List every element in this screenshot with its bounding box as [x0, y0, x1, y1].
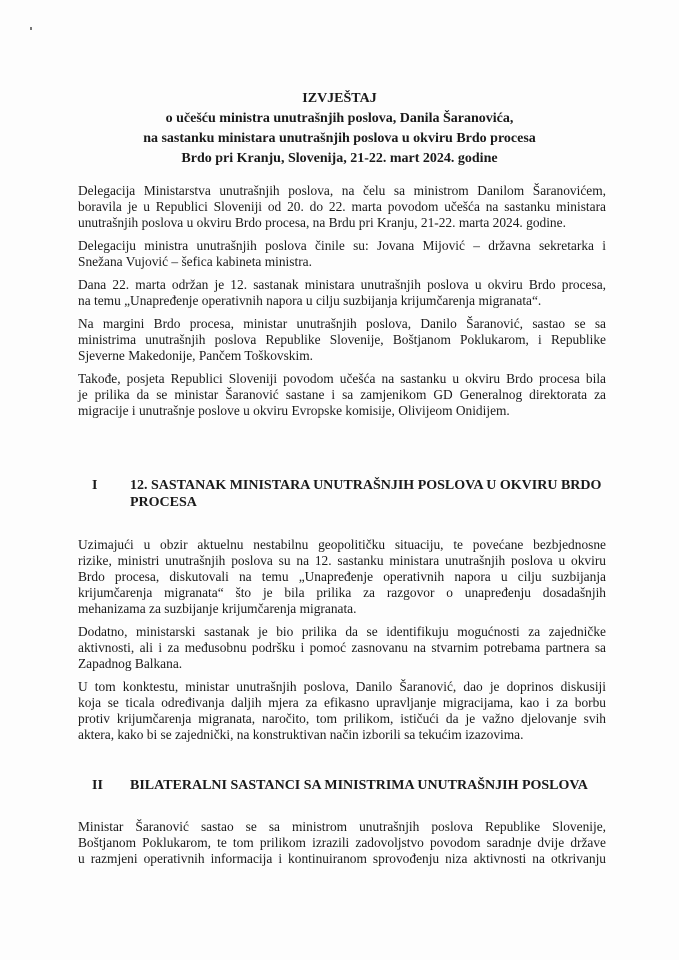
- paragraph-line: Takođe, posjeta Republici Sloveniji povodom učešća na sastanku u okviru Brdo procesa bila: [78, 371, 606, 386]
- paragraph-line: rizike, ministri unutrašnjih poslova su na 12. sastanku ministara unutrašnjih poslova u okviru: [78, 553, 606, 568]
- paragraph-line: koja se ticala određivanja daljih mjera za efikasno upravljanje migracijama, kao i za borbu: [78, 695, 606, 710]
- section-2-paragraph: [78, 819, 606, 867]
- paragraph-line: ministrima unutrašnjih poslova Republike Slovenije, Boštjanom Poklukarom, i Republike: [78, 332, 606, 347]
- paragraph-line: Boštjanom Poklukarom, te tom prilikom izrazili zadovoljstvo povodom saradnje dvije države: [78, 835, 606, 850]
- paragraph-line: krijumčarenja migranata“ što je bila prilika za razgovor o unapređenju dosadašnjih: [78, 585, 606, 600]
- paragraph-line: U tom konktestu, ministar unutrašnjih poslova, Danilo Šaranović, dao je doprinos diskusiji: [78, 679, 606, 694]
- paragraph-line: Delegaciju ministra unutrašnjih poslova činile su: Jovana Mijović – državna sekretarka i: [78, 238, 606, 253]
- paragraph-line: unutrašnjih poslova u okviru Brdo procesa, na Brdu pri Kranju, 21-22. marta 2024. godine.: [78, 215, 566, 230]
- section-heading-line: BILATERALNI SASTANCI SA MINISTRIMA UNUTRAŠNJIH POSLOVA: [130, 778, 588, 793]
- paragraph-line: Zapadnog Balkana.: [78, 656, 183, 671]
- paragraph-line: Brdo procesa, diskutovali na temu „Unapređenje operativnih napora u cilju suzbijanja: [78, 569, 606, 584]
- section-number: I: [92, 478, 98, 493]
- report-title: [0, 89, 679, 169]
- paragraph-line: aktivnosti, ali i za međusobnu podršku i pomoć zasnovanu na stvarnim potrebama partnera sa: [78, 640, 606, 655]
- intro-paragraph: [78, 277, 606, 309]
- scan-speck: [30, 27, 32, 30]
- section-heading-line: PROCESA: [130, 495, 197, 510]
- section-1-paragraph: [78, 537, 606, 617]
- paragraph-line: mehanizama za suzbijanje krijumčarenja migranata.: [78, 601, 357, 616]
- paragraph-line: je prilika da se ministar Šaranović sastane i sa zamjenikom GD Generalnog direktorata za: [78, 387, 606, 402]
- title-line: Brdo pri Kranju, Slovenija, 21-22. mart 2024. godine: [181, 151, 498, 166]
- paragraph-line: protiv krijumčarenja migranata, naročito, tom prilikom, ističući da je važno djelovanje svih: [78, 711, 606, 726]
- paragraph-line: Delegacija Ministarstva unutrašnjih poslova, na čelu sa ministrom Danilom Šaranovićem,: [78, 183, 606, 198]
- title-line: o učešću ministra unutrašnjih poslova, Danila Šaranovića,: [165, 111, 514, 126]
- section-1-paragraph: [78, 679, 606, 743]
- paragraph-line: u razmjeni operativnih informacija i kontinuiranom sprovođenju niza aktivnosti na otkrivanju: [78, 851, 606, 866]
- paragraph-line: Dana 22. marta održan je 12. sastanak ministara unutrašnjih poslova u okviru Brdo procesa,: [78, 277, 606, 292]
- paragraph-line: boravila je u Republici Sloveniji od 20. do 22. marta povodom učešća na sastanku ministara: [78, 199, 606, 214]
- title-line: na sastanku ministara unutrašnjih poslova u okviru Brdo procesa: [143, 131, 536, 146]
- intro-paragraph: [78, 238, 606, 270]
- intro-paragraph: [78, 183, 606, 231]
- section-1-paragraph: [78, 624, 606, 672]
- paragraph-line: Dodatno, ministarski sastanak je bio prilika da se identifikuju mogućnosti za zajedničke: [78, 624, 606, 639]
- paragraph-line: Na margini Brdo procesa, ministar unutrašnjih poslova, Danilo Šaranović, sastao se sa: [78, 316, 606, 331]
- paragraph-line: Snežana Vujović – šefica kabineta ministra.: [78, 254, 312, 269]
- title-line: IZVJEŠTAJ: [302, 91, 377, 106]
- intro-paragraph: [78, 316, 606, 364]
- paragraph-line: migracije i unutrašnje poslove u okviru Evropske komisije, Olivijeom Onidijem.: [78, 403, 510, 418]
- paragraph-line: Uzimajući u obzir aktuelnu nestabilnu geopolitičku situaciju, te povećane bezbjednosne: [78, 537, 606, 552]
- paragraph-line: Sjeverne Makedonije, Pančem Toškovskim.: [78, 348, 313, 363]
- paragraph-line: na temu „Unapređenje operativnih napora u cilju suzbijanja krijumčarenja migranata“.: [78, 293, 542, 308]
- section-number: II: [92, 778, 103, 793]
- paragraph-line: Ministar Šaranović sastao se sa ministrom unutrašnjih poslova Republike Slovenije,: [78, 819, 606, 834]
- section-heading-line: 12. SASTANAK MINISTARA UNUTRAŠNJIH POSLOVA U OKVIRU BRDO: [130, 478, 602, 493]
- intro-paragraph: [78, 371, 606, 419]
- paragraph-line: aktera, kako bi se zajednički, na konstruktivan način izborili sa tekućim izazovima.: [78, 727, 524, 742]
